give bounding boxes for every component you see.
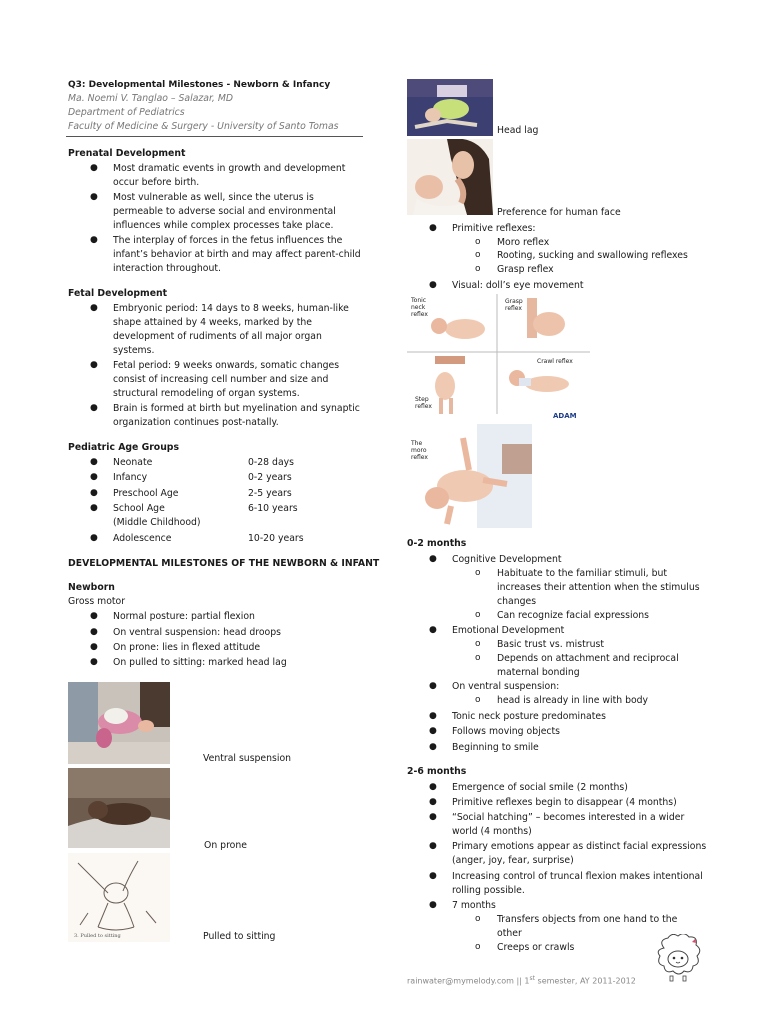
list-item: The interplay of forces in the fetus influences the [113, 235, 343, 246]
section-heading: Prenatal Development [68, 148, 186, 159]
list-item: Moro reflex [497, 237, 550, 248]
bullet: ● [429, 841, 437, 851]
sub-bullet: o [475, 264, 481, 274]
bullet: ● [429, 812, 437, 822]
list-item: (anger, joy, fear, surprise) [452, 855, 574, 866]
doc-title: Q3: Developmental Milestones - Newborn & Infancy [68, 80, 331, 90]
list-item: Cognitive Development [452, 554, 562, 565]
sub-bullet: o [475, 237, 481, 247]
age-group-name: Infancy [113, 472, 148, 483]
caption: Preference for human face [497, 207, 621, 218]
bullet: ● [429, 782, 437, 792]
list-item: Depends on attachment and reciprocal [497, 653, 679, 664]
section-heading: 0-2 months [407, 538, 467, 549]
age-group-range: 10-20 years [248, 533, 304, 544]
bullet: ● [90, 457, 98, 467]
list-item: head is already in line with body [497, 695, 649, 706]
bullet: ● [429, 742, 437, 752]
sub-bullet: o [475, 653, 481, 663]
list-item: rolling possible. [452, 885, 525, 896]
list-item: maternal bonding [497, 667, 580, 678]
list-item: increases their attention when the stimulus [497, 582, 700, 593]
list-item: Most dramatic events in growth and development [113, 163, 346, 174]
sub-bullet: o [475, 942, 481, 952]
list-item: Primary emotions appear as distinct facial expressions [452, 841, 707, 852]
age-group-name: Adolescence [113, 533, 172, 544]
sketch-label: 3. Pulled to sitting [74, 933, 121, 939]
bullet: ● [429, 554, 437, 564]
list-item: On pulled to sitting: marked head lag [113, 657, 287, 668]
section-heading: Newborn [68, 582, 115, 593]
section-heading: Pediatric Age Groups [68, 442, 179, 453]
bullet: ● [429, 280, 437, 290]
list-item: infant’s behavior at birth and may affect parent-child [113, 249, 361, 260]
bullet: ● [429, 625, 437, 635]
subheading: Gross motor [68, 596, 126, 607]
bullet: ● [429, 900, 437, 910]
list-item: Primitive reflexes: [452, 223, 536, 234]
section-heading: Fetal Development [68, 288, 168, 299]
list-item: Visual: doll’s eye movement [452, 280, 584, 291]
sub-bullet: o [475, 639, 481, 649]
preference-photo [407, 139, 493, 215]
caption: Ventral suspension [203, 753, 292, 764]
bullet: ● [90, 642, 98, 652]
reflex-label: Step reflex [415, 396, 432, 410]
bullet: ● [429, 223, 437, 233]
list-item: On ventral suspension: head droops [113, 627, 281, 638]
age-group-range: 2-5 years [248, 488, 292, 499]
doc-department: Department of Pediatrics [68, 107, 185, 118]
list-item: Follows moving objects [452, 726, 561, 737]
list-item: Primitive reflexes begin to disappear (4 months) [452, 797, 677, 808]
list-item: Beginning to smile [452, 742, 539, 753]
bullet: ● [90, 488, 98, 498]
caption: On prone [204, 840, 247, 851]
milestones-heading: DEVELOPMENTAL MILESTONES OF THE NEWBORN & INFANT [68, 558, 380, 569]
list-item: Rooting, sucking and swallowing reflexes [497, 250, 688, 261]
list-item: Habituate to the familiar stimuli, but [497, 568, 668, 579]
header-divider [66, 136, 363, 137]
list-item: Tonic neck posture predominates [452, 711, 606, 722]
sub-bullet: o [475, 695, 481, 705]
list-item: consist of increasing cell number and size and [113, 374, 329, 385]
bullet: ● [429, 871, 437, 881]
sub-bullet: o [475, 250, 481, 260]
section-heading: 2-6 months [407, 766, 467, 777]
sub-bullet: o [475, 914, 481, 924]
list-item: development of rudiments of all major organ [113, 331, 322, 342]
sheep-mascot-icon [654, 934, 702, 984]
age-group-name: School Age [113, 503, 165, 514]
ventral-suspension-photo [68, 682, 170, 764]
caption: Head lag [497, 125, 539, 136]
list-item: Can recognize facial expressions [497, 610, 649, 621]
footer-ordinal-suffix: st [529, 975, 535, 982]
bullet: ● [90, 163, 98, 173]
list-item: Transfers objects from one hand to the [497, 914, 678, 925]
bullet: ● [429, 711, 437, 721]
bullet: ● [90, 403, 98, 413]
list-item: Emergence of social smile (2 months) [452, 782, 628, 793]
bullet: ● [429, 726, 437, 736]
list-item: systems. [113, 345, 155, 356]
sub-bullet: o [475, 610, 481, 620]
age-group-note: (Middle Childhood) [113, 517, 201, 528]
prone-photo [68, 768, 170, 848]
reflex-label: Crawl reflex [537, 358, 573, 365]
bullet: ● [90, 472, 98, 482]
list-item: Embryonic period: 14 days to 8 weeks, human-like [113, 303, 349, 314]
age-group-name: Preschool Age [113, 488, 179, 499]
list-item: 7 months [452, 900, 496, 911]
caption: Pulled to sitting [203, 931, 276, 942]
list-item: permeable to adverse social and environmental [113, 206, 336, 217]
bullet: ● [90, 192, 98, 202]
footer-email: rainwater@mymelody.com [407, 976, 514, 986]
bullet: ● [90, 533, 98, 543]
pulled-to-sitting-sketch [68, 853, 170, 942]
list-item: shape attained by 4 weeks, marked by the [113, 317, 312, 328]
list-item: “Social hatching” – becomes interested in a wider [452, 812, 685, 823]
sub-bullet: o [475, 568, 481, 578]
list-item: influences while complex processes take place. [113, 220, 334, 231]
footer-separator: || [516, 976, 522, 986]
age-group-range: 0-2 years [248, 472, 292, 483]
reflex-label: The moro reflex [411, 440, 428, 461]
footer-semester: semester, AY 2011-2012 [537, 976, 636, 986]
bullet: ● [90, 303, 98, 313]
reflex-label: Grasp reflex [505, 298, 523, 312]
bullet: ● [90, 235, 98, 245]
age-group-range: 0-28 days [248, 457, 294, 468]
doc-faculty: Faculty of Medicine & Surgery - University of Santo Tomas [68, 121, 339, 132]
bullet: ● [90, 657, 98, 667]
reflex-label: Tonic neck reflex [411, 297, 428, 318]
list-item: changes [497, 596, 537, 607]
list-item: Increasing control of truncal flexion makes intentional [452, 871, 703, 882]
moro-reflex-illustration [407, 424, 532, 528]
bullet: ● [429, 797, 437, 807]
doc-author: Ma. Noemi V. Tanglao – Salazar, MD [68, 93, 234, 104]
list-item: Normal posture: partial flexion [113, 611, 255, 622]
list-item: On ventral suspension: [452, 681, 560, 692]
list-item: Basic trust vs. mistrust [497, 639, 604, 650]
list-item: Brain is formed at birth but myelination and synaptic [113, 403, 360, 414]
list-item: On prone: lies in flexed attitude [113, 642, 261, 653]
list-item: Emotional Development [452, 625, 565, 636]
list-item: Grasp reflex [497, 264, 554, 275]
bullet: ● [90, 503, 98, 513]
reflexes-illustration [407, 294, 590, 421]
list-item: organization continues post-natally. [113, 417, 279, 428]
bullet: ● [429, 681, 437, 691]
list-item: Fetal period: 9 weeks onwards, somatic changes [113, 360, 340, 371]
list-item: Creeps or crawls [497, 942, 575, 953]
list-item: interaction throughout. [113, 263, 221, 274]
footer-ordinal: 1 [524, 976, 530, 986]
list-item: other [497, 928, 522, 939]
list-item: Most vulnerable as well, since the uterus is [113, 192, 314, 203]
bullet: ● [90, 611, 98, 621]
list-item: world (4 months) [452, 826, 532, 837]
list-item: structural remodeling of organ systems. [113, 388, 300, 399]
bullet: ● [90, 360, 98, 370]
footer [407, 973, 636, 988]
head-lag-photo [407, 79, 493, 136]
adam-logo: ADAM [553, 412, 577, 420]
list-item: occur before birth. [113, 177, 200, 188]
age-group-range: 6-10 years [248, 503, 298, 514]
bullet: ● [90, 627, 98, 637]
age-group-name: Neonate [113, 457, 153, 468]
